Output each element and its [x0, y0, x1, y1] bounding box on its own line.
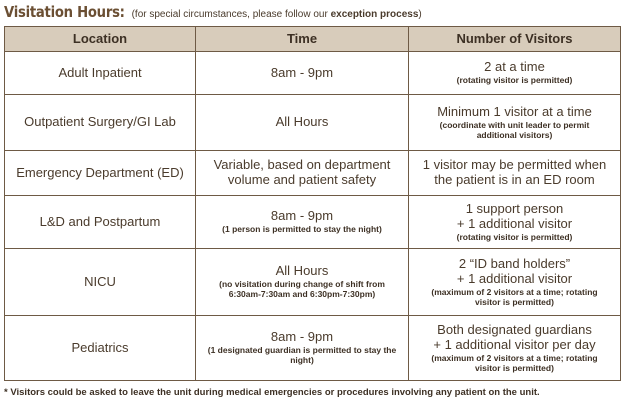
location-cell: NICU [5, 249, 196, 316]
time-value: 8am - 9pm [270, 208, 334, 224]
time-cell [196, 151, 409, 196]
time-cell [196, 196, 409, 249]
table-header-row [5, 27, 621, 52]
time-cell [196, 316, 409, 381]
time-value: Variable, based on department volume and patient safety [213, 157, 391, 187]
time-cell [196, 52, 409, 95]
footer-note: * Visitors could be asked to leave the unit during medical emergencies or procedures involving any patient on the unit. [4, 387, 540, 398]
visitors-note: (coordinate with unit leader to permit additional visitors) [439, 119, 590, 140]
table-row [5, 316, 621, 381]
exception-process-link[interactable]: exception process [330, 9, 419, 20]
visitors-note: (rotating visitor is permitted) [456, 75, 573, 86]
table-row [5, 249, 621, 316]
column-header-time: Time [196, 27, 409, 52]
location-cell: Adult Inpatient [5, 52, 196, 95]
time-value: All Hours [275, 114, 329, 130]
time-note: (no visitation during change of shift from 6:30am-7:30am and 6:30pm-7:30pm) [219, 279, 385, 300]
visitors-note: (rotating visitor is permitted) [456, 231, 573, 242]
visitors-note: (maximum of 2 visitors at a time; rotating visitor is permitted) [431, 286, 598, 307]
time-value: 8am - 9pm [270, 329, 334, 345]
column-header-visitors: Number of Visitors [409, 27, 621, 52]
location-cell: L&D and Postpartum [5, 196, 196, 249]
exception-note [132, 9, 422, 20]
exception-note-prefix: (for special circumstances, please follow our [131, 9, 331, 20]
time-cell [196, 249, 409, 316]
table-row [5, 151, 621, 196]
visitors-value: 2 at a time [484, 59, 545, 75]
visitors-value: Both designated guardians + 1 additional visitor per day [433, 321, 596, 352]
time-value: All Hours [275, 263, 329, 279]
visitors-value: 1 visitor may be permitted when the patient is in an ED room [422, 157, 607, 187]
visitation-table [4, 26, 621, 381]
time-cell [196, 95, 409, 151]
visitors-value: 1 support person + 1 additional visitor [456, 200, 573, 231]
visitors-cell [409, 196, 621, 249]
column-header-location: Location [5, 27, 196, 52]
location-cell: Emergency Department (ED) [5, 151, 196, 196]
exception-note-suffix: ) [418, 9, 422, 20]
visitors-cell [409, 316, 621, 381]
location-cell: Pediatrics [5, 316, 196, 381]
table-row [5, 95, 621, 151]
table-row [5, 52, 621, 95]
location-cell: Outpatient Surgery/GI Lab [5, 95, 196, 151]
visitors-note: (maximum of 2 visitors at a time; rotating visitor is permitted) [431, 352, 598, 373]
table-row [5, 196, 621, 249]
time-value: 8am - 9pm [270, 64, 334, 80]
page-header [4, 3, 620, 22]
visitors-cell [409, 52, 621, 95]
visitors-cell [409, 95, 621, 151]
time-note: (1 person is permitted to stay the night) [222, 224, 382, 235]
visitors-value: Minimum 1 visitor at a time [437, 103, 592, 119]
time-note: (1 designated guardian is permitted to stay the night) [207, 345, 397, 366]
visitors-value: 2 “ID band holders” + 1 additional visitor [456, 255, 573, 286]
visitors-cell [409, 151, 621, 196]
visitors-cell [409, 249, 621, 316]
page-title: Visitation Hours: [4, 3, 125, 21]
